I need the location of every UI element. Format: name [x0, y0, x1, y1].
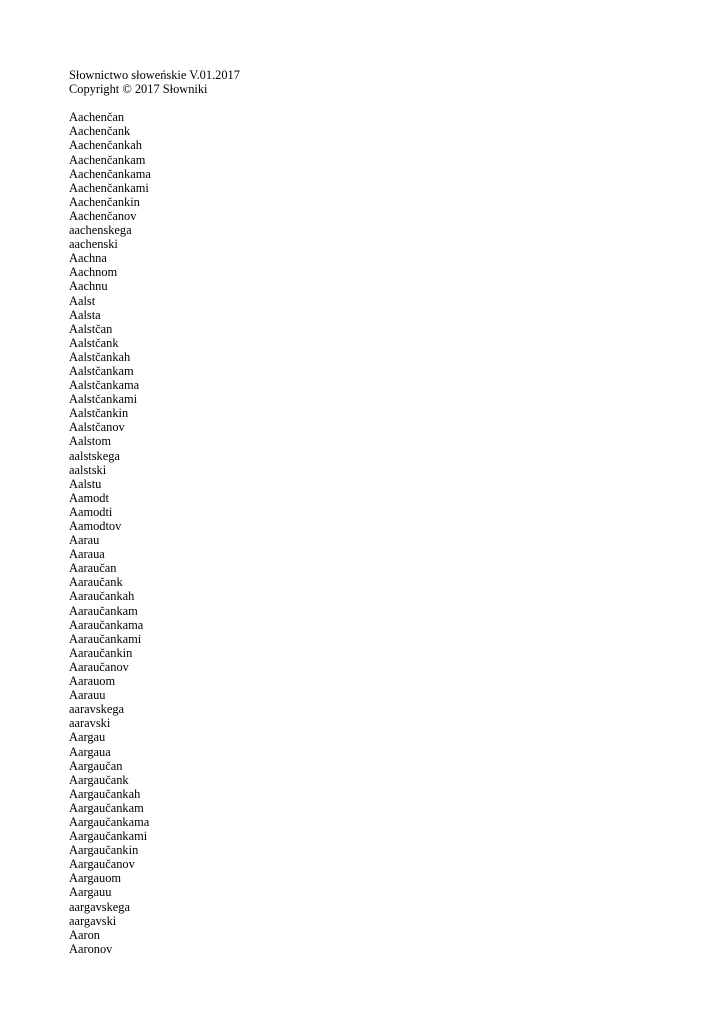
word-entry: Aaraučankam: [69, 603, 138, 618]
word-entry: Aaraučan: [69, 561, 117, 576]
word-entry: Aalstčankama: [69, 378, 140, 393]
word-entry: Aalstu: [69, 476, 102, 491]
word-entry: aargavski: [69, 913, 117, 928]
word-entry: Aargaučankami: [69, 829, 148, 844]
word-entry: Aargaučank: [69, 772, 129, 787]
word-entry: Aalstčanov: [69, 420, 125, 435]
word-entry: aaravskega: [69, 702, 125, 717]
word-entry: Aaraučankah: [69, 589, 135, 604]
word-list: [69, 110, 689, 956]
word-entry: Aachenčankami: [69, 180, 149, 195]
word-entry: Aalstčankam: [69, 363, 134, 378]
word-entry: Aachnom: [69, 265, 118, 280]
document-title: Słownictwo słoweńskie V.01.2017: [69, 68, 240, 82]
word-entry: Aachenčan: [69, 110, 125, 125]
word-entry: Aalsta: [69, 307, 101, 322]
word-entry: Aargaučan: [69, 758, 123, 773]
word-entry: Aalstčankin: [69, 406, 129, 421]
word-entry: aachenskega: [69, 223, 132, 238]
word-entry: Aarauom: [69, 674, 116, 689]
word-entry: Aalstčankami: [69, 392, 138, 407]
word-entry: Aargauu: [69, 885, 112, 900]
word-entry: Aargaučankam: [69, 800, 144, 815]
word-entry: Aaraučankama: [69, 617, 144, 632]
word-entry: Aaronov: [69, 941, 113, 956]
word-entry: Aachenčankama: [69, 166, 151, 181]
word-entry: Aargaučankin: [69, 843, 139, 858]
word-entry: Aargaučanov: [69, 857, 135, 872]
word-entry: Aamodt: [69, 490, 109, 505]
word-entry: Aalstčank: [69, 335, 119, 350]
copyright-notice: Copyright © 2017 Słowniki: [69, 82, 208, 97]
word-entry: Aaraučank: [69, 575, 123, 590]
word-entry: Aargau: [69, 730, 106, 745]
word-entry: Aargaua: [69, 744, 111, 759]
word-entry: Aaraučankami: [69, 631, 142, 646]
word-entry: aachenski: [69, 237, 118, 252]
word-entry: Aachnu: [69, 279, 108, 294]
word-entry: Aachenčank: [69, 124, 131, 139]
word-entry: Aalst: [69, 293, 96, 308]
word-entry: Aarau: [69, 533, 100, 548]
word-entry: Aachna: [69, 251, 107, 266]
word-entry: Aalstčan: [69, 321, 113, 336]
word-entry: Aachenčanov: [69, 208, 137, 223]
word-entry: Aalstčankah: [69, 349, 131, 364]
word-entry: Aamodtov: [69, 519, 122, 533]
word-entry: Aaron: [69, 927, 100, 942]
word-entry: Aargaučankama: [69, 814, 150, 829]
word-entry: aalstski: [69, 462, 107, 477]
word-entry: Aaraučanov: [69, 659, 129, 674]
word-entry: Aachenčankin: [69, 194, 140, 209]
document-page: [69, 68, 689, 956]
word-entry: Aarauu: [69, 688, 106, 703]
word-entry: Aachenčankah: [69, 138, 142, 153]
word-entry: Aachenčankam: [69, 152, 146, 167]
word-entry: Aaraučankin: [69, 645, 133, 660]
document-header: [69, 68, 689, 96]
word-entry: Aalstom: [69, 434, 111, 449]
word-entry: Aaraua: [69, 547, 105, 562]
word-entry: aaravski: [69, 716, 111, 731]
word-entry: Aamodti: [69, 504, 113, 519]
word-entry: aalstskega: [69, 448, 120, 463]
word-entry: Aargaučankah: [69, 786, 141, 801]
word-entry: aargavskega: [69, 899, 131, 914]
word-entry: Aargauom: [69, 871, 122, 886]
